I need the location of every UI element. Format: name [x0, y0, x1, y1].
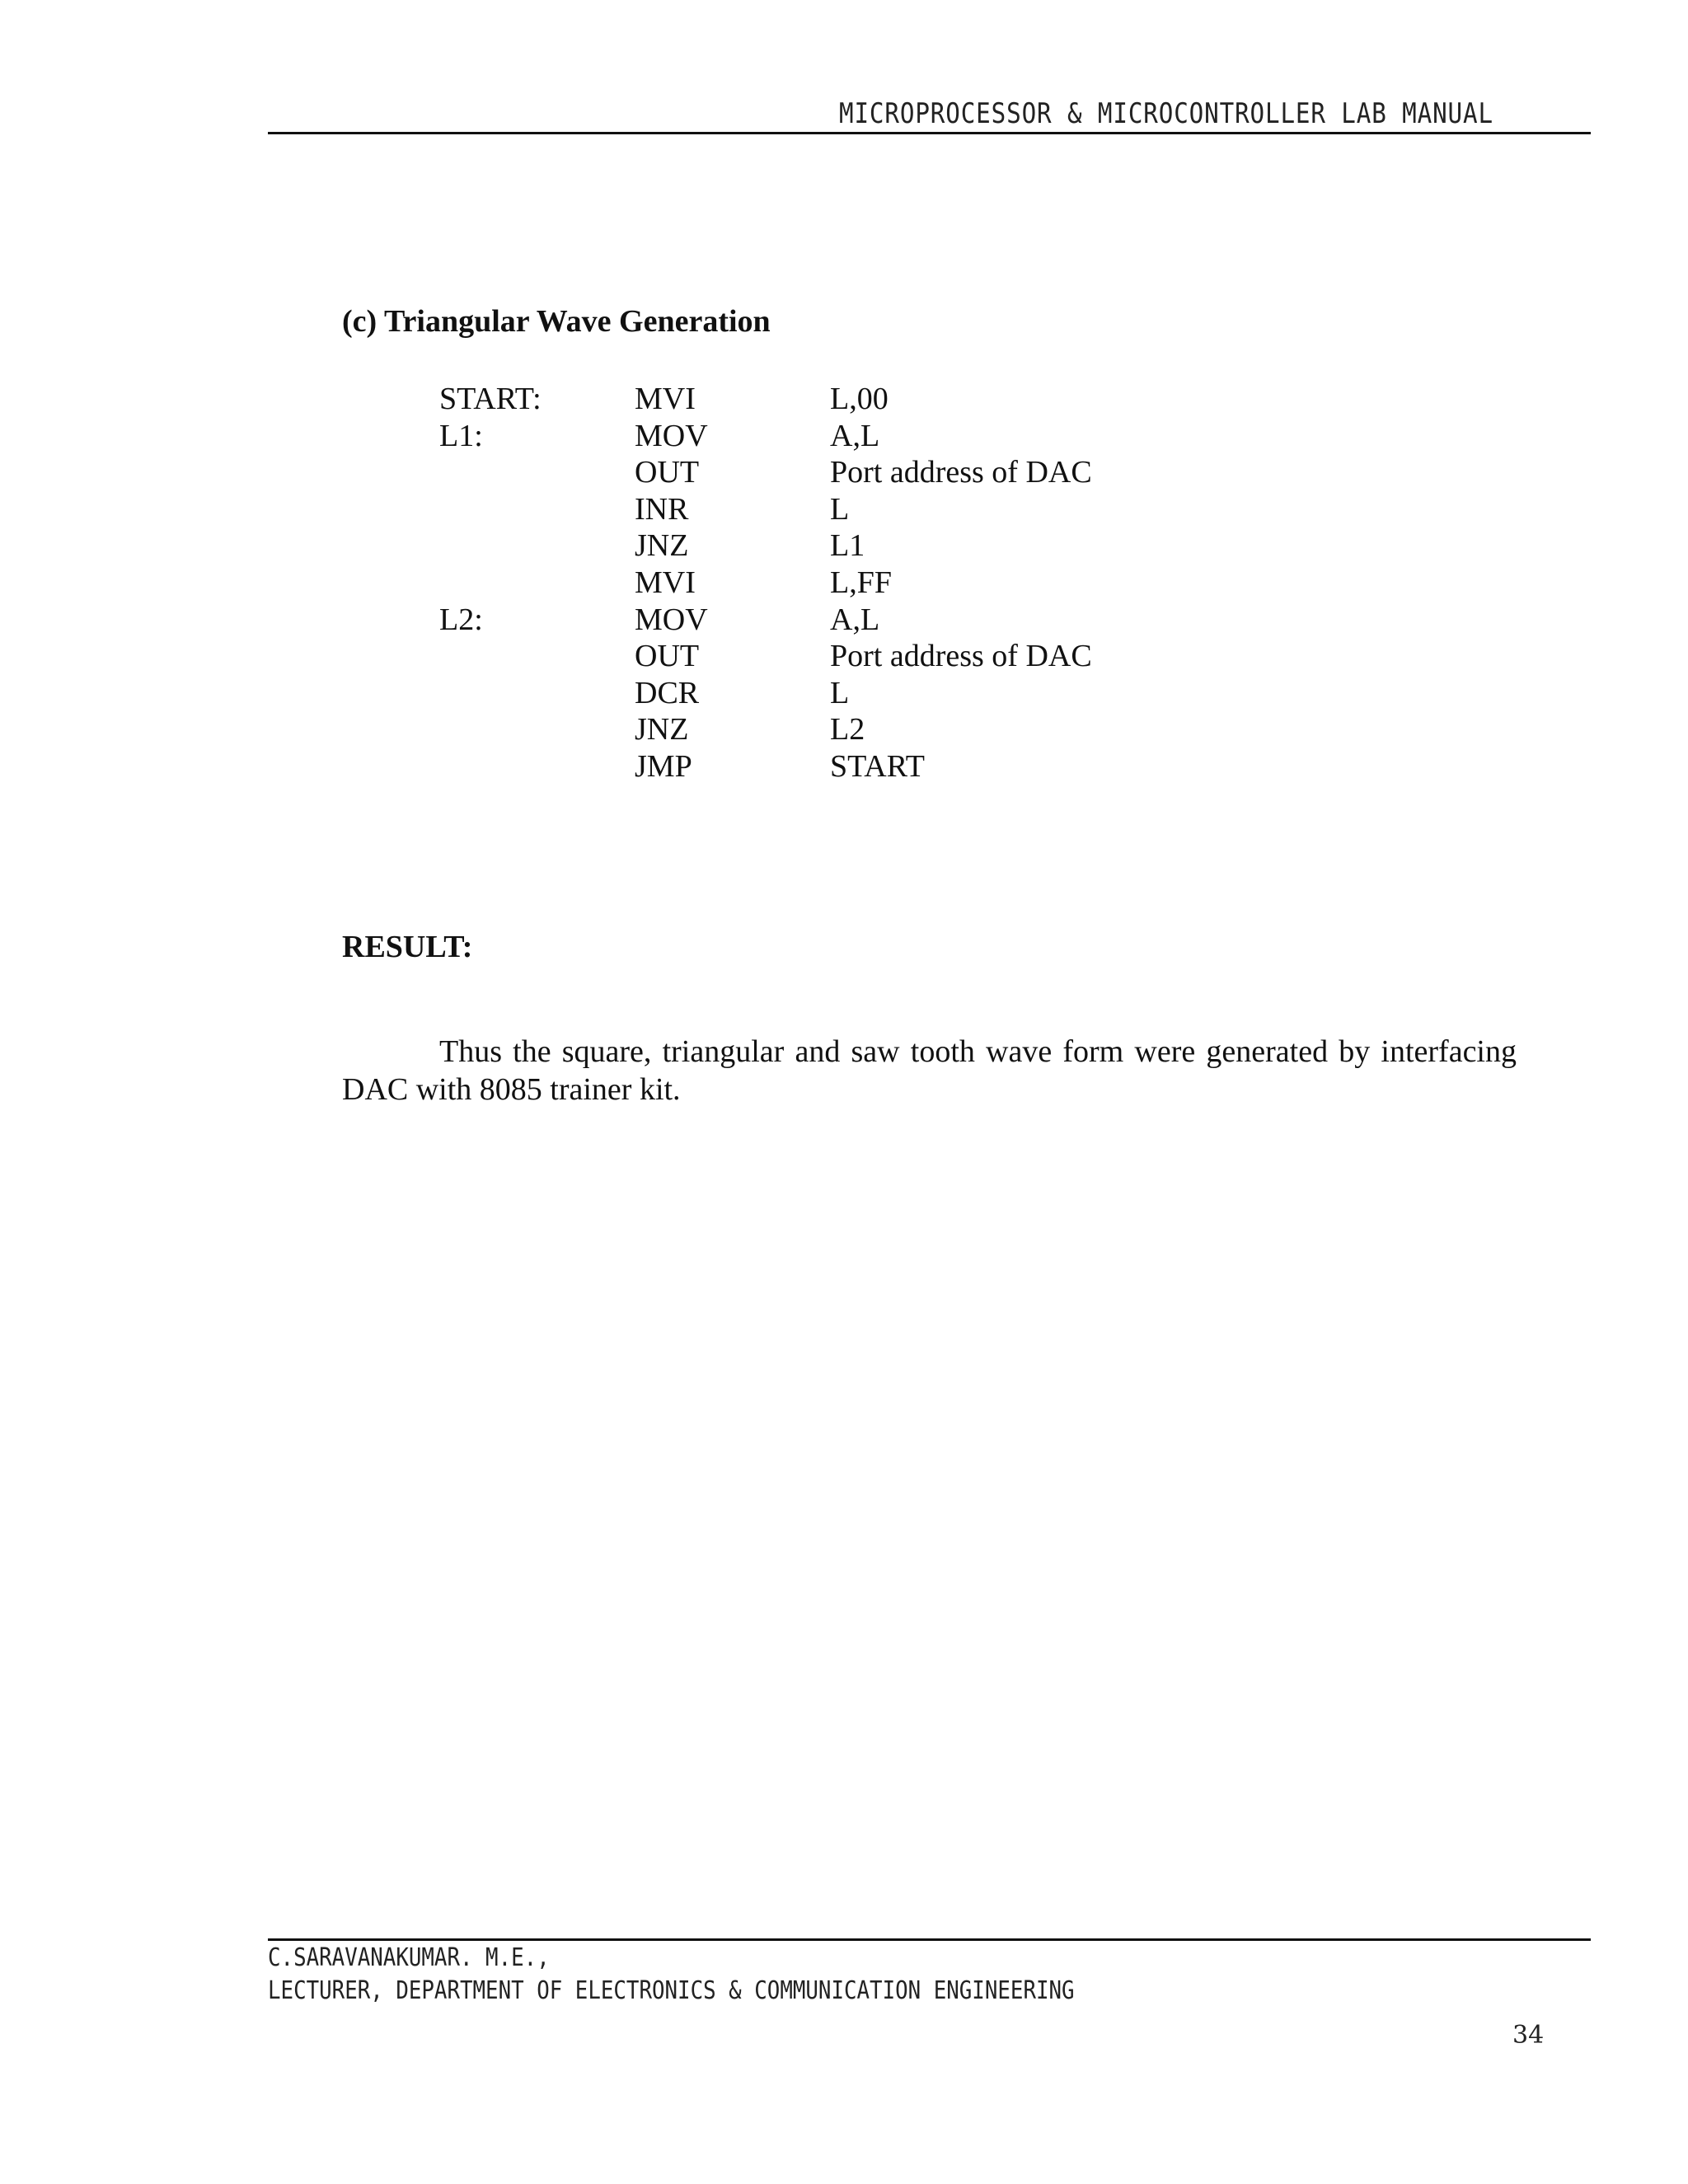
result-paragraph: Thus the square, triangular and saw tooth wave form were generated by interfacing DAC with 8085 trainer kit. [342, 1034, 1517, 1107]
code-operand: START [830, 748, 926, 784]
section-heading: (c) Triangular Wave Generation [342, 304, 771, 339]
code-opcode: JNZ [635, 712, 689, 748]
code-operand: A,L [830, 602, 880, 637]
footer-designation: LECTURER, DEPARTMENT OF ELECTRONICS & COMMUNICATION ENGINEERING [268, 1976, 1075, 2005]
code-operand: Port address of DAC [830, 639, 1092, 674]
code-opcode: MOV [635, 418, 708, 453]
result-heading: RESULT: [342, 930, 473, 964]
header-rule [268, 132, 1591, 134]
code-label: L2: [439, 602, 483, 637]
code-opcode: DCR [635, 675, 700, 710]
code-operand: Port address of DAC [830, 455, 1092, 490]
code-opcode: OUT [635, 455, 700, 490]
code-operand: L [830, 491, 850, 527]
code-operand: L,00 [830, 382, 889, 416]
code-opcode: INR [635, 491, 689, 527]
code-operand: L,FF [830, 565, 892, 600]
code-opcode: JNZ [635, 528, 689, 564]
code-opcode: JMP [635, 748, 692, 784]
code-opcode: MVI [635, 382, 696, 416]
code-operand: L1 [830, 528, 865, 564]
code-opcode: MVI [635, 565, 696, 600]
code-operand: A,L [830, 418, 880, 453]
code-opcode: OUT [635, 639, 700, 674]
code-opcode: MOV [635, 602, 708, 637]
code-operand: L2 [830, 712, 865, 748]
code-label: L1: [439, 418, 483, 453]
footer-rule [268, 1938, 1591, 1941]
running-header: MICROPROCESSOR & MICROCONTROLLER LAB MANUAL [839, 97, 1493, 130]
footer-author: C.SARAVANAKUMAR. M.E., [268, 1943, 550, 1972]
page-number: 34 [1512, 2021, 1545, 2050]
code-label: START: [439, 382, 542, 416]
code-operand: L [830, 675, 850, 710]
